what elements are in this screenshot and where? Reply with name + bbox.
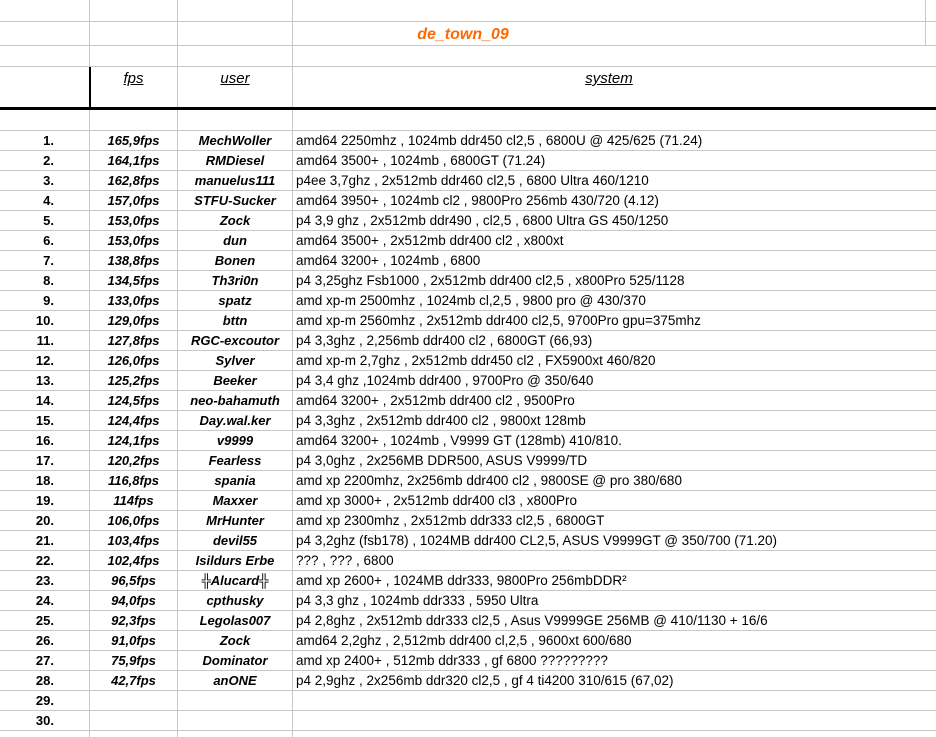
row-system: p4 2,8ghz , 2x512mb ddr333 cl2,5 , Asus V9999GE 256MB @ 410/1130 + 16/6 [296,613,768,628]
row-user: Beeker [213,373,257,388]
row-rank: 1. [43,133,54,148]
row-system: amd xp-m 2,7ghz , 2x512mb ddr450 cl2 , FX5900xt 460/820 [296,353,656,368]
table-row [0,631,936,651]
row-rank: 28. [35,673,54,688]
row-rank: 13. [35,373,54,388]
row-user: cpthusky [206,593,264,608]
row-system: p4 2,9ghz , 2x256mb ddr320 cl2,5 , gf 4 ti4200 310/615 (67,02) [296,673,674,688]
row-system: amd64 3200+ , 2x512mb ddr400 cl2 , 9500Pro [296,393,575,408]
row-fps: 92,3fps [111,613,156,628]
row-system: amd64 3500+ , 2x512mb ddr400 cl2 , x800xt [296,233,564,248]
row-rank: 20. [35,513,54,528]
row-system: amd64 2,2ghz , 2,512mb ddr400 cl,2,5 , 9600xt 600/680 [296,633,632,648]
row-system: amd64 3500+ , 1024mb , 6800GT (71.24) [296,153,546,168]
row-fps: 124,1fps [107,433,160,448]
row-user: dun [223,233,247,248]
row-fps [90,691,177,711]
row-rank: 15. [35,413,54,428]
row-rank: 7. [43,253,54,268]
row-fps: 125,2fps [107,373,160,388]
table-row [0,471,936,491]
row-user: Dominator [202,653,268,668]
row-user: manuelus111 [194,173,276,188]
row-system: amd64 3200+ , 1024mb , V9999 GT (128mb) 410/810. [296,433,622,448]
row-fps: 134,5fps [107,273,160,288]
row-user: spatz [218,293,252,308]
row-fps: 106,0fps [107,513,160,528]
row-rank: 3. [43,173,54,188]
row-system: amd xp 2300mhz , 2x512mb ddr333 cl2,5 , 6800GT [296,513,605,528]
row-user: STFU-Sucker [194,193,276,208]
row-user: spania [214,473,256,488]
row-user: Bonen [214,253,256,268]
table-row [0,611,936,631]
row-rank: 25. [35,613,54,628]
table-row [0,691,936,711]
row-fps: 91,0fps [111,633,156,648]
row-fps: 133,0fps [107,293,160,308]
table-row [0,291,936,311]
row-system: p4 3,0ghz , 2x256MB DDR500, ASUS V9999/TD [296,453,588,468]
header-fps: fps [123,70,144,87]
row-user: Sylver [215,353,255,368]
grid-line [925,0,926,45]
row-fps: 96,5fps [111,573,156,588]
row-fps: 164,1fps [107,153,160,168]
row-fps: 126,0fps [107,353,160,368]
row-fps: 120,2fps [107,453,160,468]
row-user: devil55 [212,533,258,548]
table-row [0,491,936,511]
table-row [0,231,936,251]
row-fps: 42,7fps [111,673,156,688]
row-rank: 14. [35,393,54,408]
row-system: amd64 3200+ , 1024mb , 6800 [296,253,481,268]
row-fps: 116,8fps [107,473,160,488]
row-user: anONE [213,673,257,688]
header-system: system [585,70,633,87]
table-row [0,571,936,591]
row-rank: 10. [35,313,54,328]
row-rank: 26. [35,633,54,648]
table-row [0,171,936,191]
row-fps [90,711,177,731]
row-fps: 127,8fps [107,333,160,348]
row-user: MrHunter [206,513,264,528]
row-system: p4 3,25ghz Fsb1000 , 2x512mb ddr400 cl2,5 , x800Pro 525/1128 [296,273,685,288]
table-row [0,531,936,551]
row-fps: 94,0fps [111,593,156,608]
row-fps: 129,0fps [107,313,160,328]
row-rank: 6. [43,233,54,248]
row-system: amd xp 2200mhz, 2x256mb ddr400 cl2 , 9800SE @ pro 380/680 [296,473,682,488]
row-rank: 22. [35,553,54,568]
row-fps: 138,8fps [107,253,160,268]
row-rank: 19. [35,493,54,508]
table-row [0,451,936,471]
row-fps: 124,5fps [107,393,160,408]
row-user [178,711,292,731]
table-row [0,511,936,531]
table-row [0,271,936,291]
table-row [0,711,936,731]
table-row [0,551,936,571]
row-user: RMDiesel [205,153,265,168]
row-system: amd xp-m 2500mhz , 1024mb cl,2,5 , 9800 pro @ 430/370 [296,293,646,308]
row-fps: 114fps [113,493,154,508]
table-row [0,431,936,451]
grid-line [0,66,936,67]
row-rank: 30. [35,713,54,728]
table-row [0,311,936,331]
row-user: neo-bahamuth [190,393,280,408]
table-row [0,151,936,171]
row-fps: 102,4fps [107,553,160,568]
row-system: p4ee 3,7ghz , 2x512mb ddr460 cl2,5 , 6800 Ultra 460/1210 [296,173,649,188]
row-user: Maxxer [212,493,258,508]
row-system: amd xp 3000+ , 2x512mb ddr400 cl3 , x800Pro [296,493,578,508]
row-rank: 18. [35,473,54,488]
row-system [296,691,932,711]
table-row [0,331,936,351]
row-system: amd xp 2600+ , 1024MB ddr333, 9800Pro 256mbDDR² [296,573,627,588]
row-system [296,711,932,731]
header-user: user [220,70,250,87]
row-rank: 12. [35,353,54,368]
row-user: bttn [222,313,248,328]
row-user [178,691,292,711]
row-rank: 4. [43,193,54,208]
row-user: Zock [219,213,251,228]
table-row [0,591,936,611]
row-fps: 165,9fps [107,133,160,148]
row-user: Isildurs Erbe [195,553,275,568]
row-system: p4 3,3 ghz , 1024mb ddr333 , 5950 Ultra [296,593,539,608]
row-system: p4 3,2ghz (fsb178) , 1024MB ddr400 CL2,5, ASUS V9999GT @ 350/700 (71.20) [296,533,778,548]
row-system: amd64 3950+ , 1024mb cl2 , 9800Pro 256mb 430/720 (4.12) [296,193,659,208]
table-row [0,671,936,691]
grid-line [0,21,936,22]
row-fps: 153,0fps [107,233,160,248]
table-row [0,131,936,151]
row-fps: 157,0fps [107,193,160,208]
row-rank: 17. [35,453,54,468]
row-fps: 153,0fps [107,213,160,228]
table-row [0,411,936,431]
row-user: MechWoller [198,133,272,148]
row-fps: 103,4fps [107,533,160,548]
row-rank: 27. [35,653,54,668]
sheet-title: de_town_09 [417,26,509,43]
row-rank: 11. [36,333,54,348]
grid-line [0,45,936,46]
table-row [0,251,936,271]
row-fps: 124,4fps [107,413,160,428]
row-system: p4 3,4 ghz ,1024mb ddr400 , 9700Pro @ 350/640 [296,373,594,388]
row-rank: 5. [43,213,54,228]
row-fps: 75,9fps [111,653,156,668]
row-rank: 29. [35,693,54,708]
row-rank: 8. [43,273,54,288]
row-system: p4 3,3ghz , 2,256mb ddr400 cl2 , 6800GT (66,93) [296,333,593,348]
row-system: amd xp 2400+ , 512mb ddr333 , gf 6800 ????????? [296,653,608,668]
row-system: ??? , ??? , 6800 [296,553,394,568]
table-row [0,371,936,391]
row-user: v9999 [216,433,254,448]
row-system: amd64 2250mhz , 1024mb ddr450 cl2,5 , 6800U @ 425/625 (71.24) [296,133,703,148]
row-rank: 2. [43,153,54,168]
row-user: Th3ri0n [211,273,259,288]
row-user: ╬Alucard╬ [201,573,269,588]
table-row [0,391,936,411]
table-row [0,351,936,371]
table-row [0,651,936,671]
row-rank: 23. [35,573,54,588]
row-fps: 162,8fps [107,173,160,188]
table-row [0,191,936,211]
row-user: Day.wal.ker [199,413,271,428]
row-rank: 21. [35,533,54,548]
row-system: p4 3,3ghz , 2x512mb ddr400 cl2 , 9800xt 128mb [296,413,586,428]
row-rank: 9. [43,293,54,308]
row-system: amd xp-m 2560mhz , 2x512mb ddr400 cl2,5, 9700Pro gpu=375mhz [296,313,701,328]
row-user: Zock [219,633,251,648]
row-user: RGC-excoutor [190,333,280,348]
row-rank: 24. [35,593,54,608]
row-user: Legolas007 [199,613,271,628]
header-divider [0,107,936,110]
row-system: p4 3,9 ghz , 2x512mb ddr490 , cl2,5 , 6800 Ultra GS 450/1250 [296,213,669,228]
row-rank: 16. [35,433,54,448]
row-user: Fearless [208,453,262,468]
table-row [0,211,936,231]
